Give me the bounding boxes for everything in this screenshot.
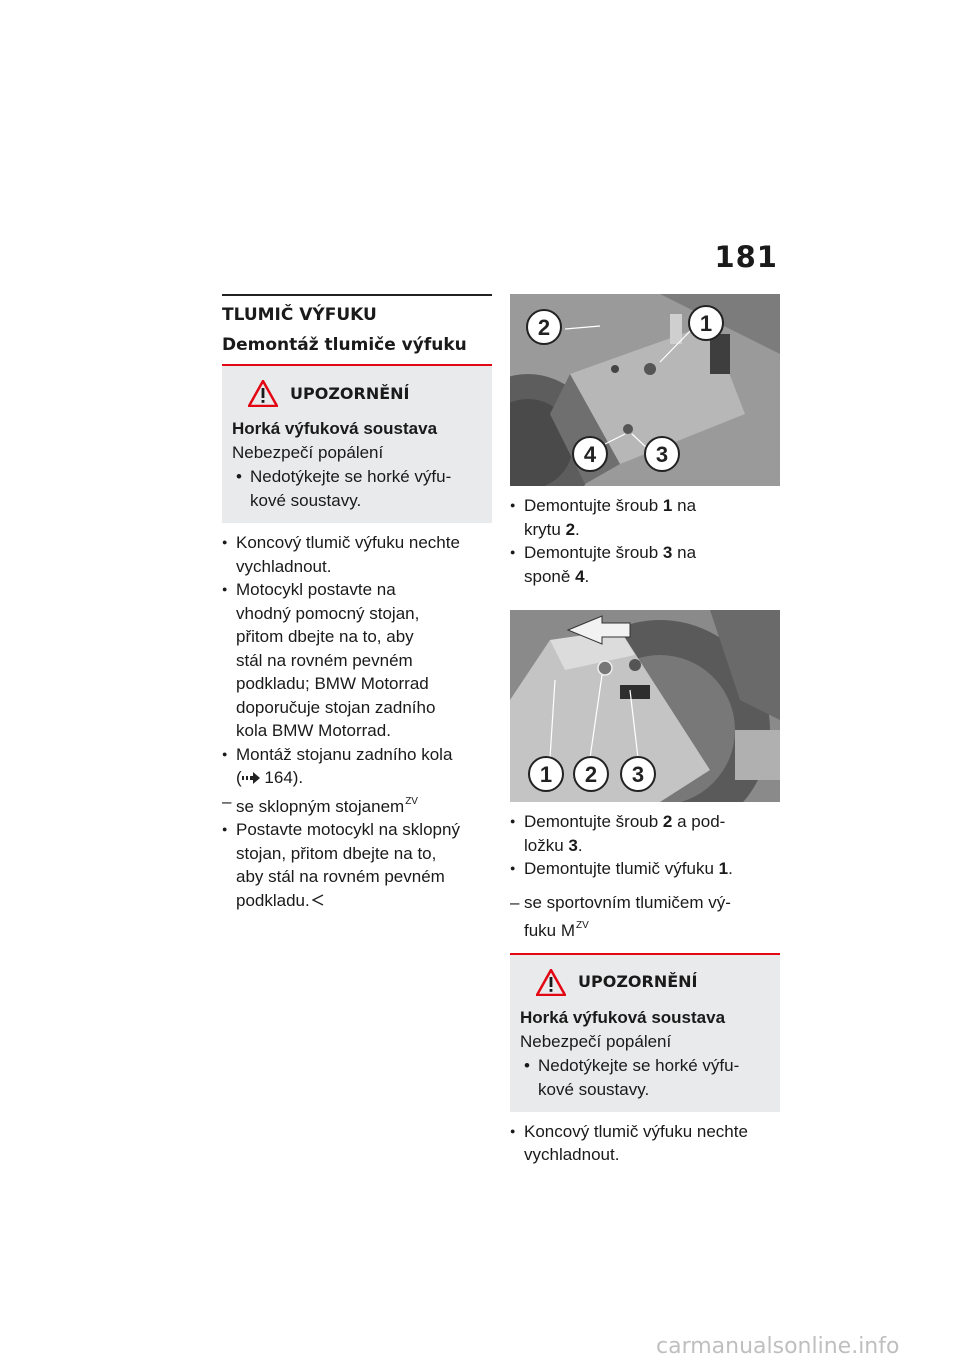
figure-exhaust-cover-drawing	[510, 294, 780, 486]
warning-box	[222, 366, 492, 523]
step-text: (	[236, 768, 242, 787]
step-text: doporučuje stojan zadního	[236, 697, 436, 717]
warning-subtitle: Nebezpečí popálení	[232, 443, 384, 462]
step-text: .	[575, 519, 580, 539]
condition-text: se sklopným stojanem	[236, 796, 405, 816]
warning-bullet	[232, 465, 482, 513]
callout-3	[621, 757, 655, 791]
callout-label: 3	[631, 762, 645, 787]
step-text: vychladnout.	[236, 556, 332, 576]
left-column	[222, 294, 492, 912]
page-number: 181	[714, 240, 778, 274]
part-number: 2	[565, 519, 576, 539]
right-steps-1	[510, 494, 780, 588]
callout-2	[574, 757, 608, 791]
callout-4	[573, 437, 607, 471]
subsection-title: Demontáž tlumiče výfuku	[222, 335, 492, 366]
step-text: podkladu; BMW Motorrad	[236, 674, 429, 693]
page-reference-link[interactable]: 164).	[264, 768, 304, 787]
warning-title: Horká výfuková soustava	[520, 1007, 726, 1027]
step-text: vychladnout.	[524, 1145, 620, 1164]
callout-label: 4	[583, 442, 597, 467]
warning-bullet-line: kové soustavy.	[538, 1079, 650, 1099]
step-cool-down	[222, 531, 492, 578]
step-text: podkladu.	[236, 890, 310, 910]
warning-bullet-line: Nedotýkejte se horké výfu-	[250, 467, 452, 486]
callout-label: 1	[699, 311, 713, 336]
step-text: krytu	[524, 519, 561, 539]
step-text: Demontujte šroub	[524, 812, 659, 831]
callout-1	[689, 306, 723, 340]
step-text: Montáž stojanu zadního kola	[236, 744, 453, 764]
figure-silencer-drawing	[510, 610, 780, 802]
step-text: stojan, přitom dbejte na to,	[236, 843, 437, 863]
step-text: vhodný pomocný stojan,	[236, 603, 420, 623]
step-text: Koncový tlumič výfuku nechte	[524, 1121, 748, 1141]
step-text: Koncový tlumič výfuku nechte	[236, 533, 460, 552]
part-number: 2	[662, 812, 673, 831]
step-text: na	[677, 496, 697, 515]
callout-label: 1	[539, 762, 553, 787]
warning-title: Horká výfuková soustava	[232, 419, 438, 438]
step-text: .	[584, 566, 590, 586]
warning-triangle-icon	[536, 969, 566, 996]
part-number: 4	[575, 566, 585, 586]
warning-bullet	[520, 1054, 770, 1102]
warning-bullet-line: kové soustavy.	[250, 491, 362, 510]
part-number: 1	[662, 496, 673, 515]
warning-subtitle: Nebezpečí popálení	[520, 1031, 672, 1051]
callout-1	[529, 757, 563, 791]
callout-label: 2	[584, 762, 598, 787]
left-steps	[222, 531, 492, 912]
step-text: aby stál na rovném pevném	[236, 867, 445, 886]
step-text: stál na rovném pevném	[236, 650, 413, 670]
end-of-section-icon	[312, 894, 324, 906]
step-text: sponě	[524, 566, 571, 586]
watermark: carmanualsonline.info	[656, 1334, 900, 1359]
part-number: 3	[662, 543, 673, 562]
callout-label: 2	[537, 315, 551, 340]
warning-bullet-line: Nedotýkejte se horké výfu-	[538, 1055, 740, 1075]
step-remove-cover-screw	[510, 494, 780, 541]
step-remove-silencer	[510, 857, 780, 881]
warning-label: UPOZORNĚNÍ	[290, 383, 410, 403]
optional-equipment-mark: ZV	[576, 920, 589, 931]
step-text: .	[728, 859, 733, 878]
step-rear-stand	[222, 578, 492, 743]
condition-side-stand	[222, 790, 492, 819]
step-text: Demontujte tlumič výfuku	[524, 859, 714, 878]
right-column	[510, 294, 780, 1167]
step-text: Demontujte šroub	[524, 543, 659, 562]
section-title: TLUMIČ VÝFUKU	[222, 294, 492, 325]
step-remove-screw-washer	[510, 810, 780, 857]
condition-sport-silencer	[510, 891, 780, 943]
callout-label: 3	[655, 442, 669, 467]
callout-2	[527, 310, 561, 344]
right-steps-2	[510, 810, 780, 943]
figure-silencer	[510, 610, 780, 802]
step-text: kola BMW Motorrad.	[236, 721, 391, 740]
warning-label: UPOZORNĚNÍ	[578, 972, 698, 991]
callout-3	[645, 437, 679, 471]
right-steps-3	[510, 1120, 780, 1167]
optional-equipment-mark: ZV	[405, 795, 418, 807]
step-remove-clamp-screw	[510, 541, 780, 588]
part-number: 3	[568, 835, 578, 855]
step-text: .	[577, 835, 583, 855]
step-mount-stand	[222, 743, 492, 790]
part-number: 1	[718, 859, 729, 878]
figure-exhaust-cover	[510, 294, 780, 486]
condition-text: fuku M	[524, 921, 576, 940]
step-text: Postavte motocykl na sklopný	[236, 820, 460, 839]
step-cool-down-2	[510, 1120, 780, 1167]
warning-header	[248, 380, 482, 407]
step-text: ložku	[524, 835, 564, 855]
condition-text: se sportovním tlumičem vý-	[524, 892, 731, 912]
step-text: Demontujte šroub	[524, 496, 659, 515]
step-text: a pod-	[677, 812, 726, 831]
warning-box-2	[510, 953, 780, 1112]
step-text: na	[677, 543, 697, 562]
step-text: Motocykl postavte na	[236, 580, 396, 599]
warning-triangle-icon	[248, 380, 278, 407]
step-side-stand	[222, 818, 492, 912]
page-reference-arrow-icon[interactable]	[242, 772, 260, 784]
warning-header	[536, 969, 770, 996]
step-text: přitom dbejte na to, aby	[236, 627, 414, 646]
